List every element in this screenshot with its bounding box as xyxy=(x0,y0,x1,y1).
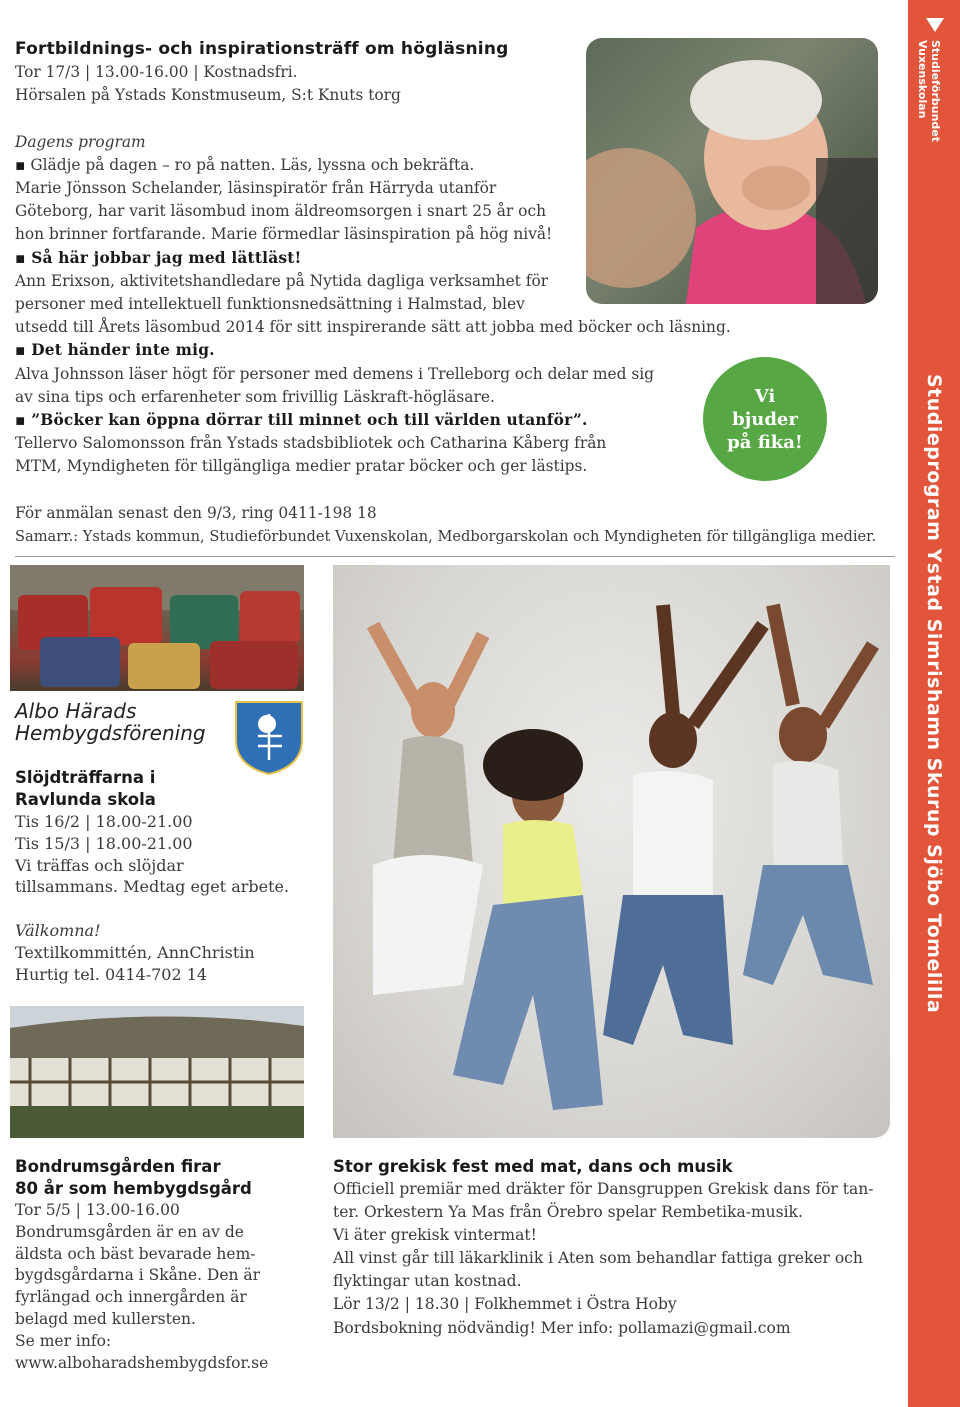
photo-embroidered-pillows xyxy=(10,565,304,691)
program-item-line: utsedd till Årets läsombud 2014 för sitt inspirerande sätt att jobba med böcker och läsning. xyxy=(15,318,731,337)
program-item-line: av sina tips och erfarenheter som frivillig Läskraft-högläsare. xyxy=(15,387,495,406)
logo-text: Studieförbundet Vuxenskolan xyxy=(916,40,942,143)
photo-laughing-woman xyxy=(586,38,878,304)
bondrum-title: 80 år som hembygdsgård xyxy=(15,1179,252,1198)
program-item-line: Tellervo Salomonsson från Ystads stadsbibliotek och Catharina Kåberg från xyxy=(15,434,607,453)
welcome-text: Välkomna! xyxy=(15,920,101,940)
event-location: Hörsalen på Ystads Konstmuseum, S:t Knuts torg xyxy=(15,86,401,105)
program-item-line: personer med intellektuell funktionsnedsättning i Halmstad, blev xyxy=(15,295,525,314)
slojd-section: Slöjdträffarna i Ravlunda skola Tis 16/2 | 18.00-21.00 Tis 15/3 | 18.00-21.00 Vi träffas och slöjdar tillsammans. Medtag eget arbete. Välkomna! Textilkommittén, AnnChristin Hurtig tel. 0414-702 14 xyxy=(15,767,315,985)
program-item-title: ▪ Det händer inte mig. xyxy=(15,341,215,360)
program-item-line: Ann Erixson, aktivitetshandledare på Nytida dagliga verksamhet för xyxy=(15,271,549,290)
grekisk-section: Stor grekisk fest med mat, dans och musik Officiell premiär med dräkter för Dansgruppen Grekisk dans för tan- ter. Orkestern Ya Mas från Örebro spelar Rembetika-musik. Vi äter grekisk vintermat! All vinst går till läkarklinik i Aten som behandlar fattiga greker och flyktingar utan kostnad. Lör 13/2 | 18.30 | Folkhemmet i Östra Hoby Bordsbokning nödvändig! Mer info: pollamazi@gmail.com xyxy=(333,1156,893,1340)
bondrum-section: Bondrumsgården firar 80 år som hembygdsgård Tor 5/5 | 13.00-16.00 Bondrumsgården är en av de äldsta och bäst bevarade hem- bygdsgårdarna i Skåne. Den är fyrlängad och innergården är belagd med kullersten. Se mer info: www.alboharadshembygdsfor.se xyxy=(15,1156,315,1374)
sidebar xyxy=(908,0,960,1407)
email-contact[interactable]: Bordsbokning nödvändig! Mer info: pollamazi@gmail.com xyxy=(333,1318,791,1337)
bondrum-title: Bondrumsgården firar xyxy=(15,1157,221,1176)
slojd-title: Slöjdträffarna i xyxy=(15,768,156,787)
program-item-title: ▪ Glädje på dagen – ro på natten. Läs, lyssna och bekräfta. xyxy=(15,155,475,174)
slojd-title: Ravlunda skola xyxy=(15,790,156,809)
program-item-title: ▪ ”Böcker kan öppna dörrar till minnet och till världen utanför”. xyxy=(15,411,588,430)
program-item-line: Marie Jönsson Schelander, läsinspiratör från Härryda utanför xyxy=(15,179,497,198)
logo-mark-icon xyxy=(926,18,944,32)
sidebar-vertical-title: Studieprogram Ystad Simrishamn Skurup Sjöbo Tomelilla xyxy=(923,374,945,1014)
website-link[interactable]: www.alboharadshembygdsfor.se xyxy=(15,1353,269,1372)
registration-info: För anmälan senast den 9/3, ring 0411-198 18 xyxy=(15,503,377,522)
program-item-line: Göteborg, har varit läsombud inom äldreomsorgen i snart 25 år och xyxy=(15,202,546,221)
program-item-line: Alva Johnsson läser högt för personer med demens i Trelleborg och delar med sig xyxy=(15,364,654,383)
bullet-icon: ▪ xyxy=(15,155,26,174)
program-item-line: hon brinner fortfarande. Marie förmedlar läsinspiration på hög nivå! xyxy=(15,225,553,244)
divider xyxy=(15,556,895,557)
fika-badge: Vi bjuder på fika! xyxy=(703,357,827,481)
grekisk-title: Stor grekisk fest med mat, dans och musik xyxy=(333,1157,733,1176)
photo-jumping-dancers xyxy=(333,565,890,1138)
photo-bondrumsgarden xyxy=(10,1006,304,1138)
albo-crest-icon xyxy=(234,700,304,776)
partners-info: Samarr.: Ystads kommun, Studieförbundet Vuxenskolan, Medborgarskolan och Myndigheten för tillgängliga medier. xyxy=(15,527,877,545)
program-label: Dagens program xyxy=(15,132,146,151)
program-item-title: ▪ Så här jobbar jag med lättläst! xyxy=(15,248,302,267)
event-datetime: Tor 17/3 | 13.00-16.00 | Kostnadsfri. xyxy=(15,63,298,82)
event-title: Fortbildnings- och inspirationsträff om högläsning xyxy=(15,39,509,59)
vuxenskolan-logo xyxy=(914,18,954,148)
albo-heading: Albo Härads Hembygdsförening xyxy=(15,699,206,745)
program-item-line: MTM, Myndigheten för tillgängliga medier pratar böcker och ger lästips. xyxy=(15,457,588,476)
